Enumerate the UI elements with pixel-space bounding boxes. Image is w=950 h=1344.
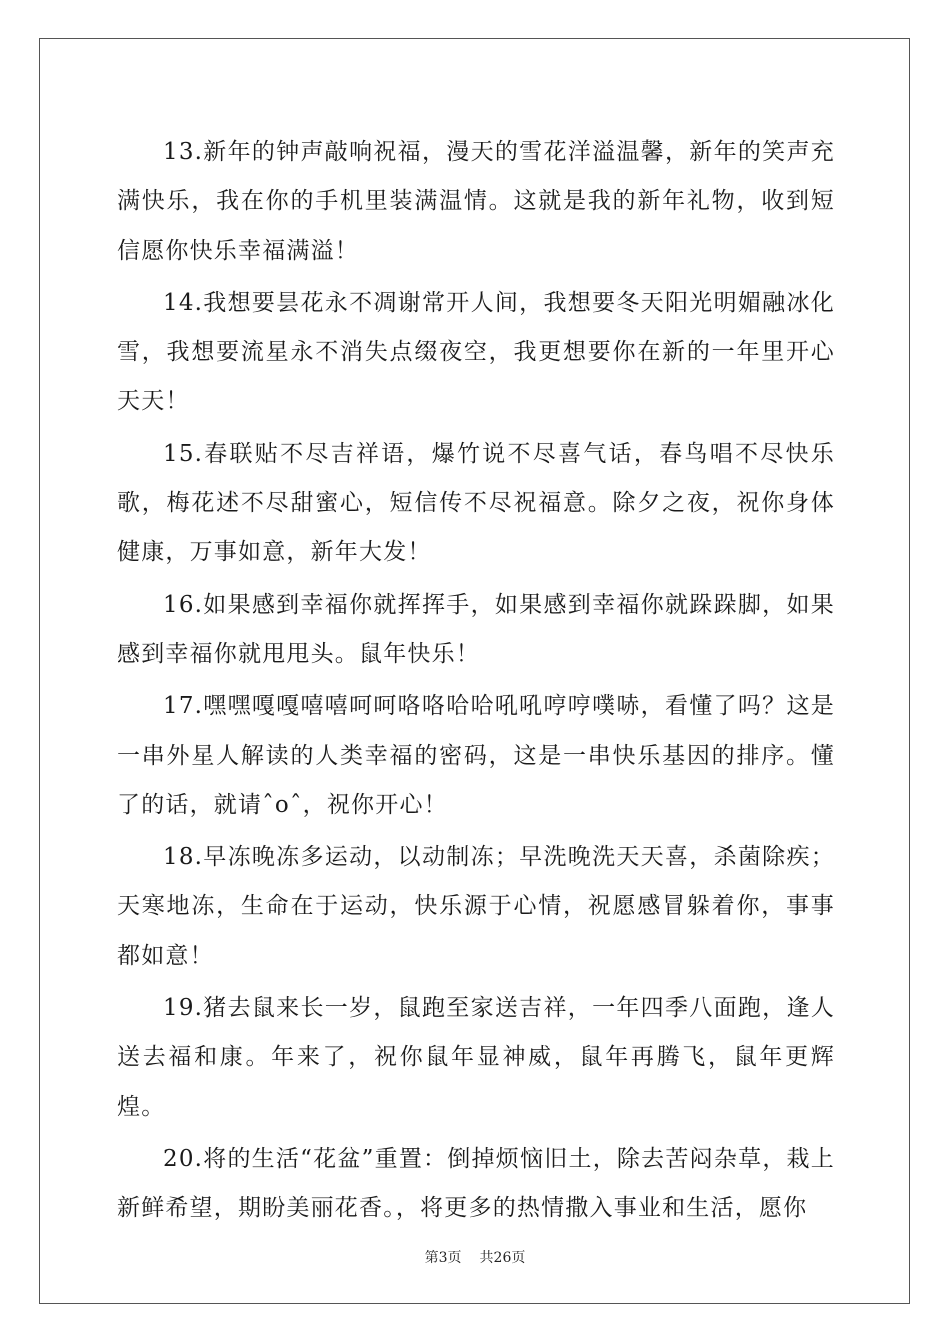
paragraph-16: 16.如果感到幸福你就挥挥手，如果感到幸福你就跺跺脚，如果感到幸福你就甩甩头。鼠年快乐！ [117, 591, 835, 667]
paragraph-13: 13.新年的钟声敲响祝福，漫天的雪花洋溢温馨，新年的笑声充满快乐，我在你的手机里装满温情。这就是我的新年礼物，收到短信愿你快乐幸福满溢！ [117, 139, 835, 264]
page-footer [0, 1247, 950, 1267]
paragraph-14: 14.我想要昙花永不凋谢常开人间，我想要冬天阳光明媚融冰化雪，我想要流星永不消失点缀夜空，我更想要你在新的一年里开心天天！ [117, 289, 835, 415]
paragraph-19: 19.猪去鼠来长一岁，鼠跑至家送吉祥，一年四季八面跑，逢人送去福和康。年来了，祝你鼠年显神威，鼠年再腾飞，鼠年更辉煌。 [117, 995, 835, 1120]
document-body [117, 128, 835, 1237]
paragraph-20: 20.将的生活“花盆”重置：倒掉烦恼旧土，除去苦闷杂草，栽上新鲜希望，期盼美丽花香。，将更多的热情撒入事业和生活，愿你 [117, 1145, 835, 1222]
paragraph-17: 17.嘿嘿嘎嘎嘻嘻呵呵咯咯哈哈吼吼哼哼噗哧，看懂了吗？这是一串外星人解读的人类幸福的密码，这是一串快乐基因的排序。懂了的话，就请ˆoˆ，祝你开心！ [117, 693, 835, 818]
paragraph-15: 15.春联贴不尽吉祥语，爆竹说不尽喜气话，春鸟唱不尽快乐歌，梅花述不尽甜蜜心，短信传不尽祝福意。除夕之夜，祝你身体健康，万事如意，新年大发！ [117, 440, 835, 566]
current-page-number: 第3页 [424, 1250, 462, 1266]
total-page-count: 共26页 [479, 1250, 526, 1266]
paragraph-18: 18.早冻晚冻多运动，以动制冻；早洗晚洗天天喜，杀菌除疾；天寒地冻，生命在于运动，快乐源于心情，祝愿感冒躲着你，事事都如意！ [117, 844, 835, 969]
